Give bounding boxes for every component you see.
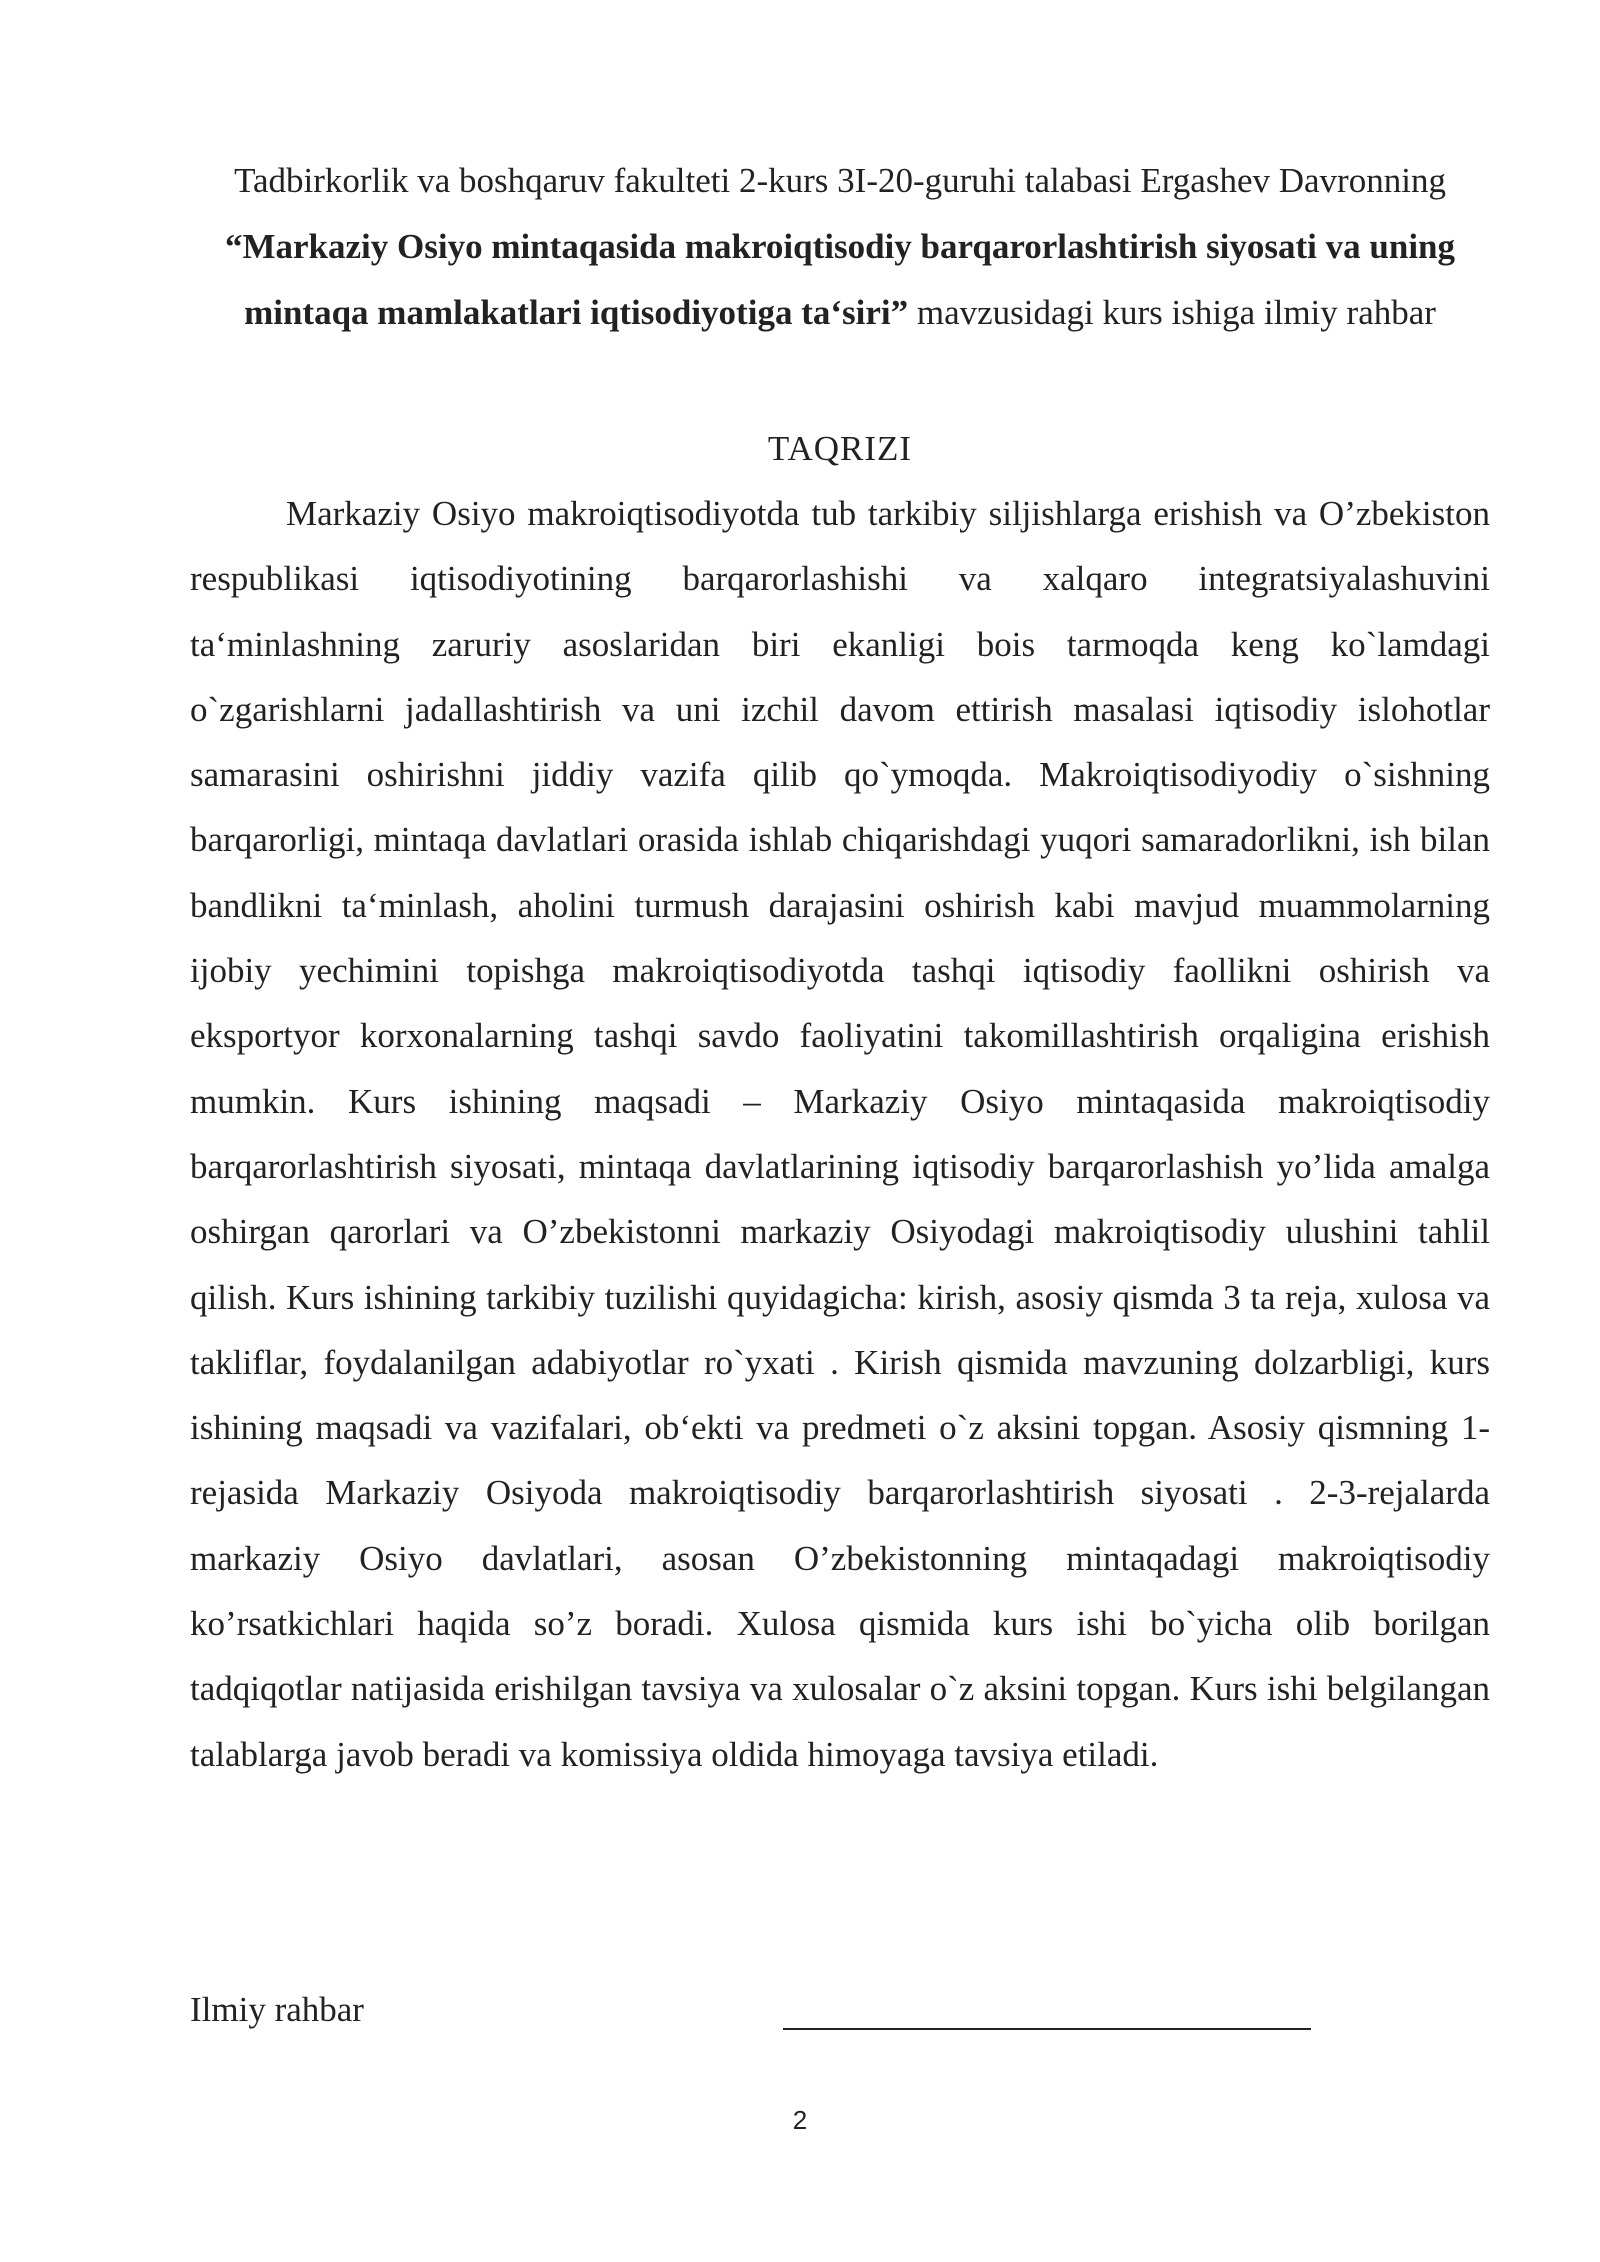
course-work-topic: “Markaziy Osiyo mintaqasida makroiqtisodiy barqarorlashtirish siyosati va uning mintaqa mamlakatlari iqtisodiyotiga ta‘siri” (224, 227, 1456, 332)
document-title: TAQRIZI (767, 429, 913, 468)
review-body-paragraph: Markaziy Osiyo makroiqtisodiyotda tub tarkibiy siljishlarga erishish va O’zbekiston respublikasi iqtisodiyotining barqarorlashishi va xalqaro integratsiyalashuvini ta‘minlashning zaruriy asoslaridan biri ekanligi bois tarmoqda keng ko`lamdagi o`zgarishlarni jadallashtirish va uni izchil davom ettirish masalasi iqtisodiy islohotlar samarasini oshirishni jiddiy vazifa qilib qo`ymoqda. Makroiqtisodiyodiy o`sishning barqarorligi, mintaqa davlatlari orasida ishlab chiqarishdagi yuqori samaradorlikni, ish bilan bandlikni ta‘minlash, aholini turmush darajasini oshirish kabi mavjud muammolarning ijobiy yechimini topishga makroiqtisodiyotda tashqi iqtisodiy faollikni oshirish va eksportyor korxonalarning tashqi savdo faoliyatini takomillashtirish orqaligina erishish mumkin. Kurs ishining maqsadi – Markaziy Osiyo mintaqasida makroiqtisodiy barqarorlashtirish siyosati, mintaqa davlatlarining iqtisodiy barqarorlashish yo’lida amalga oshirgan qarorlari va O’zbekistonni markaziy Osiyodagi makroiqtisodiy ulushini tahlil qilish. Kurs ishining tarkibiy tuzilishi quyidagicha: kirish, asosiy qismda 3 ta reja, xulosa va takliflar, foydalanilgan adabiyotlar ro`yxati . Kirish qismida mavzuning dolzarbligi, kurs ishining maqsadi va vazifalari, ob‘ekti va predmeti o`z aksini topgan. Asosiy qismning 1-rejasida Markaziy Osiyoda makroiqtisodiy barqarorlashtirish siyosati . 2-3-rejalarda markaziy Osiyo davlatlari, asosan O’zbekistonning mintaqadagi makroiqtisodiy ko’rsatkichlari haqida so’z boradi. Xulosa qismida kurs ishi bo`yicha olib borilgan tadqiqotlar natijasida erishilgan tavsiya va xulosalar o`z aksini topgan. Kurs ishi belgilangan talablarga javob beradi va komissiya oldida himoyaga tavsiya etiladi. (190, 494, 1490, 1774)
signature-line (783, 2028, 1311, 2030)
page-number: 2 (792, 2105, 808, 2135)
signature-label: Ilmiy rahbar (190, 1990, 364, 2029)
header-outro: mavzusidagi kurs ishiga ilmiy rahbar (908, 293, 1436, 332)
header-intro: Tadbirkorlik va boshqaruv fakulteti 2-kurs 3I-20-guruhi talabasi Ergashev Davronning (234, 161, 1446, 200)
document-header (190, 148, 1490, 346)
